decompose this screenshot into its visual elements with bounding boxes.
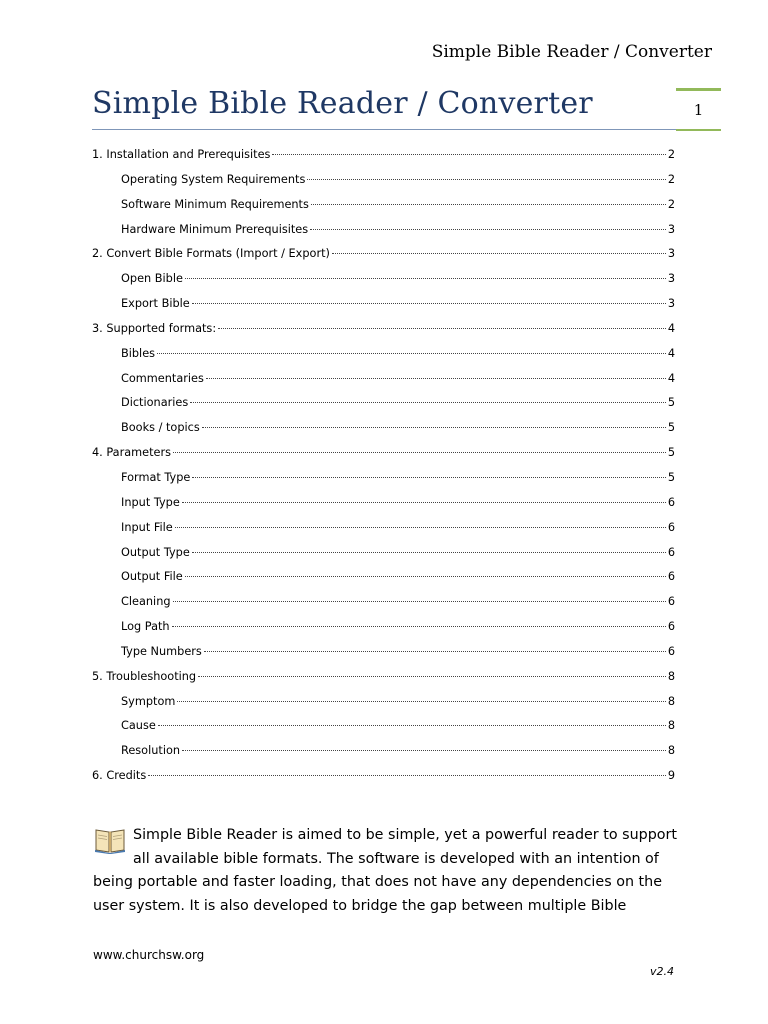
toc-dot-leader <box>172 626 666 627</box>
toc-entry-label: Open Bible <box>121 272 183 286</box>
toc-entry-page: 6 <box>667 595 675 609</box>
toc-dot-leader <box>310 229 666 230</box>
toc-entry[interactable] <box>92 769 675 794</box>
toc-entry-label: Cleaning <box>121 595 171 609</box>
toc-entry-page: 5 <box>667 470 675 484</box>
page-number-bottom-border <box>676 129 721 131</box>
toc-entry-label: 3. Supported formats: <box>92 321 217 335</box>
toc-entry-label: Resolution <box>121 744 181 758</box>
toc-entry-label: Books / topics <box>121 421 200 435</box>
toc-entry-page: 6 <box>667 570 675 584</box>
toc-entry-label: Log Path <box>121 620 170 634</box>
toc-entry-label: Input File <box>121 520 173 534</box>
toc-dot-leader <box>198 676 666 677</box>
toc-dot-leader <box>192 303 666 304</box>
toc-entry-page: 6 <box>667 644 675 658</box>
toc-entry-label: 6. Credits <box>92 769 147 783</box>
toc-entry-page: 2 <box>667 172 675 186</box>
toc-entry[interactable] <box>92 173 675 198</box>
title-rule <box>92 129 676 130</box>
toc-entry-page: 5 <box>667 446 675 460</box>
toc-entry[interactable] <box>92 223 675 248</box>
table-of-contents <box>92 148 675 794</box>
toc-dot-leader <box>148 775 666 776</box>
toc-entry-label: 1. Installation and Prerequisites <box>92 148 271 161</box>
intro-line-2: all available bible formats. The software is developed with an intention of <box>133 850 659 867</box>
toc-dot-leader <box>192 552 666 553</box>
toc-entry-page: 3 <box>667 272 675 286</box>
toc-entry-page: 8 <box>667 669 675 683</box>
toc-entry-page: 6 <box>667 495 675 509</box>
page-number-top-border <box>676 88 721 91</box>
toc-dot-leader <box>192 477 665 478</box>
page-number: 1 <box>693 101 704 119</box>
toc-entry[interactable] <box>92 198 675 223</box>
running-header: Simple Bible Reader / Converter <box>431 42 712 62</box>
toc-entry-page: 4 <box>667 346 675 360</box>
toc-entry-page: 5 <box>667 396 675 410</box>
toc-dot-leader <box>185 576 666 577</box>
toc-entry-page: 6 <box>667 545 675 559</box>
toc-entry[interactable] <box>92 347 675 372</box>
toc-dot-leader <box>311 204 666 205</box>
toc-entry[interactable] <box>92 496 675 521</box>
toc-entry-label: 4. Parameters <box>92 446 172 460</box>
intro-rest: being portable and faster loading, that does not have any dependencies on the user system. It is also developed to bridge the gap between multiple Bible <box>93 874 663 914</box>
toc-entry-page: 3 <box>667 247 675 261</box>
toc-entry-label: Hardware Minimum Prerequisites <box>121 222 309 236</box>
toc-entry[interactable] <box>92 570 675 595</box>
toc-dot-leader <box>202 427 666 428</box>
toc-entry-page: 8 <box>667 744 675 758</box>
toc-entry[interactable] <box>92 272 675 297</box>
toc-dot-leader <box>332 253 666 254</box>
toc-entry-label: Operating System Requirements <box>121 172 306 186</box>
toc-entry-label: Format Type <box>121 470 191 484</box>
toc-entry-label: Cause <box>121 719 156 733</box>
toc-dot-leader <box>182 750 666 751</box>
toc-entry[interactable] <box>92 744 675 769</box>
toc-entry-label: Output File <box>121 570 183 584</box>
toc-entry-page: 6 <box>667 620 675 634</box>
toc-entry-page: 8 <box>667 694 675 708</box>
toc-entry-page: 9 <box>667 769 675 783</box>
toc-entry-label: Commentaries <box>121 371 204 385</box>
toc-entry-label: Software Minimum Requirements <box>121 197 309 211</box>
toc-entry-page: 6 <box>667 520 675 534</box>
toc-entry-page: 3 <box>667 297 675 311</box>
toc-dot-leader <box>177 701 665 702</box>
toc-dot-leader <box>272 154 665 155</box>
footer-url[interactable]: www.churchsw.org <box>93 948 205 962</box>
toc-dot-leader <box>204 651 666 652</box>
toc-entry[interactable] <box>92 521 675 546</box>
footer-version: v2.4 <box>649 965 674 978</box>
intro-paragraph <box>93 824 683 918</box>
toc-dot-leader <box>158 725 666 726</box>
toc-entry-label: Symptom <box>121 694 176 708</box>
toc-entry-label: Type Numbers <box>121 644 202 658</box>
toc-entry[interactable] <box>92 396 675 421</box>
toc-entry[interactable] <box>92 372 675 397</box>
toc-entry-label: Export Bible <box>121 297 190 311</box>
toc-entry[interactable] <box>92 322 675 347</box>
toc-entry[interactable] <box>92 670 675 695</box>
toc-entry[interactable] <box>92 471 675 496</box>
toc-entry-page: 2 <box>667 197 675 211</box>
toc-entry[interactable] <box>92 546 675 571</box>
toc-dot-leader <box>190 402 666 403</box>
toc-entry[interactable] <box>92 645 675 670</box>
toc-dot-leader <box>173 601 666 602</box>
toc-entry-label: 2. Convert Bible Formats (Import / Export) <box>92 247 330 261</box>
intro-line-1: Simple Bible Reader is aimed to be simple, yet a powerful reader to support <box>133 827 678 843</box>
toc-entry-label: Input Type <box>121 495 180 509</box>
toc-entry[interactable] <box>92 695 675 720</box>
toc-entry-label: Dictionaries <box>121 396 189 410</box>
toc-entry[interactable] <box>92 595 675 620</box>
toc-entry[interactable] <box>92 148 675 173</box>
toc-dot-leader <box>182 502 666 503</box>
toc-dot-leader <box>173 452 666 453</box>
toc-dot-leader <box>157 353 666 354</box>
toc-entry[interactable] <box>92 297 675 322</box>
toc-dot-leader <box>175 527 666 528</box>
toc-dot-leader <box>185 278 666 279</box>
toc-dot-leader <box>218 328 666 329</box>
toc-entry[interactable] <box>92 446 675 471</box>
toc-entry-label: Bibles <box>121 346 156 360</box>
toc-dot-leader <box>206 378 666 379</box>
toc-entry-page: 4 <box>667 321 675 335</box>
toc-entry-page: 2 <box>667 148 675 161</box>
toc-entry[interactable] <box>92 719 675 744</box>
toc-entry-page: 4 <box>667 371 675 385</box>
toc-entry[interactable] <box>92 247 675 272</box>
toc-entry-page: 5 <box>667 421 675 435</box>
toc-entry-label: 5. Troubleshooting <box>92 669 197 683</box>
toc-entry-page: 3 <box>667 222 675 236</box>
toc-entry[interactable] <box>92 620 675 645</box>
toc-entry-label: Output Type <box>121 545 190 559</box>
toc-entry-page: 8 <box>667 719 675 733</box>
toc-entry[interactable] <box>92 421 675 446</box>
toc-dot-leader <box>307 179 665 180</box>
page-title: Simple Bible Reader / Converter <box>92 86 593 121</box>
